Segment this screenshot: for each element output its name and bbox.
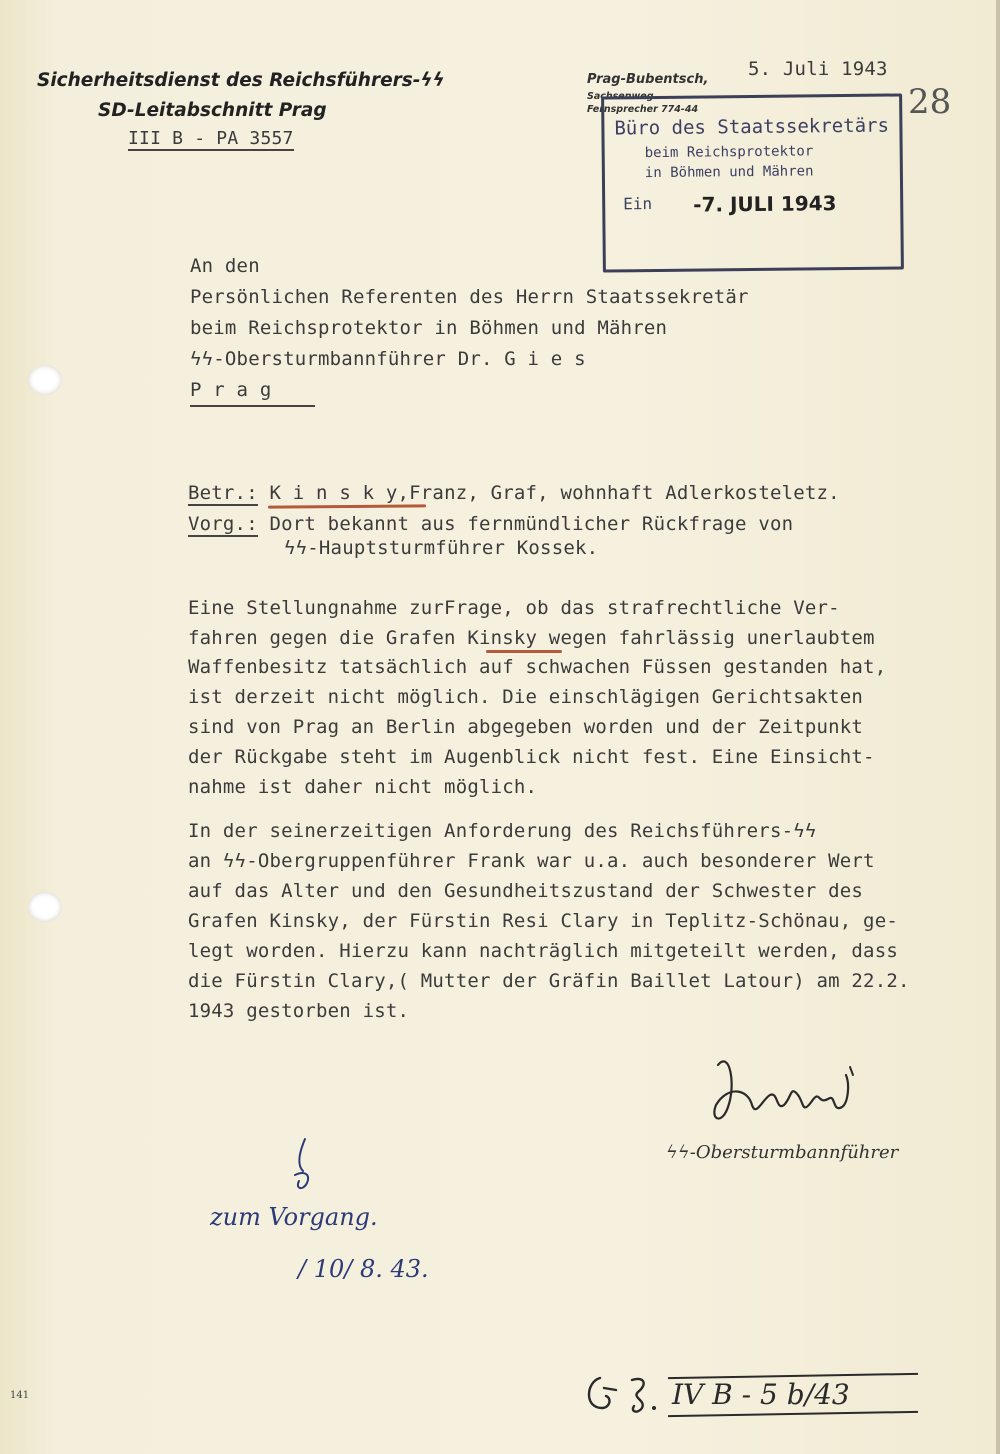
red-underline xyxy=(486,650,562,653)
stamp-prefix: Ein xyxy=(623,194,653,214)
page-edge xyxy=(996,0,1000,1454)
vorg-line1 xyxy=(188,513,793,535)
body-p2-line1: In der seinerzeitigen Anforderung des Reichsführers-ϟϟ xyxy=(188,820,817,842)
body-p1-line1: Eine Stellungnahme zurFrage, ob das strafrechtliche Ver- xyxy=(188,597,840,619)
handwritten-note-line2: / 10/ 8. 43. xyxy=(298,1255,429,1283)
red-underline xyxy=(268,504,426,508)
letter-date: 5. Juli 1943 xyxy=(748,58,888,80)
recipient-line3: beim Reichsprotektor in Böhmen und Mähren xyxy=(190,317,668,339)
recipient-city: P r a g xyxy=(190,379,315,407)
body-p1-line5: sind von Prag an Berlin abgegeben worden und der Zeitpunkt xyxy=(188,716,864,738)
body-p1-line4: ist derzeit nicht möglich. Die einschlägigen Gerichtsakten xyxy=(188,686,864,708)
handwritten-initial xyxy=(285,1135,325,1195)
sender-city: Prag-Bubentsch, xyxy=(587,72,709,87)
folio-number: 28 xyxy=(908,82,952,122)
body-p2-line4: Grafen Kinsky, der Fürstin Resi Clary in Teplitz-Schönau, ge- xyxy=(188,910,898,932)
signature-title: ϟϟ-Obersturmbannführer xyxy=(666,1142,899,1163)
body-p2-line3: auf das Alter und den Gesundheitszustand der Schwester des xyxy=(188,880,864,902)
sender-phone: Fernsprecher 774-44 xyxy=(587,104,699,115)
recipient-line1: An den xyxy=(190,255,260,277)
sender-street: Sachsenweg xyxy=(587,91,654,102)
recipient-line2: Persönlichen Referenten des Herrn Staatssekretär xyxy=(190,286,749,308)
handwritten-file-prefix xyxy=(578,1368,668,1420)
letterhead-line2: SD-Leitabschnitt Prag xyxy=(98,100,327,121)
betr-label: Betr.: xyxy=(188,482,258,504)
body-p2-line6: die Fürstin Clary,( Mutter der Gräfin Baillet Latour) am 22.2. xyxy=(188,970,910,992)
file-number: IV B - 5 b/43 xyxy=(672,1378,850,1411)
sheet-mark: 141 xyxy=(10,1390,30,1401)
body-p2-line2: an ϟϟ-Obergruppenführer Frank war u.a. auch besonderer Wert xyxy=(188,850,875,872)
recipient-line4: ϟϟ-Obersturmbannführer Dr. G i e s xyxy=(190,348,586,370)
body-p1-line2: fahren gegen die Grafen Kinsky wegen fahrlässig unerlaubtem xyxy=(188,627,875,649)
receipt-stamp xyxy=(601,93,904,272)
betr-rest: ,Franz, Graf, wohnhaft Adlerkosteletz. xyxy=(397,482,840,504)
stamp-line2: beim Reichsprotektor xyxy=(644,143,814,162)
stamp-line3: in Böhmen und Mähren xyxy=(644,163,814,182)
body-p2-line5: legt worden. Hierzu kann nachträglich mitgeteilt werden, dass xyxy=(188,940,898,962)
reference-number-text: III B - PA 3557 xyxy=(128,128,294,149)
handwritten-note-line1: zum Vorgang. xyxy=(210,1203,378,1231)
body-p1-line6: der Rückgabe steht im Augenblick nicht fest. Eine Einsicht- xyxy=(188,746,875,768)
punch-hole xyxy=(28,892,62,922)
stamp-line1: Büro des Staatssekretärs xyxy=(614,114,890,140)
file-number-underline xyxy=(668,1411,918,1417)
body-p1-line7: nahme ist daher nicht möglich. xyxy=(188,776,538,798)
betr-name: K i n s k y xyxy=(269,482,398,504)
reference-number xyxy=(128,128,294,149)
subject-line xyxy=(188,482,840,504)
handwritten-signature xyxy=(700,1045,870,1135)
punch-hole xyxy=(28,365,62,395)
vorg-label: Vorg.: xyxy=(188,513,258,535)
letterhead-line1: Sicherheitsdienst des Reichsführers-ϟϟ xyxy=(37,70,445,91)
body-p2-line7: 1943 gestorben ist. xyxy=(188,1000,410,1022)
vorg-text: Dort bekannt aus fernmündlicher Rückfrage von xyxy=(269,513,794,535)
body-p1-line3: Waffenbesitz tatsächlich auf schwachen Füssen gestanden hat, xyxy=(188,656,887,678)
stamp-date: -7. JULI 1943 xyxy=(693,191,837,217)
vorg-line2: ϟϟ-Hauptsturmführer Kossek. xyxy=(284,537,599,559)
